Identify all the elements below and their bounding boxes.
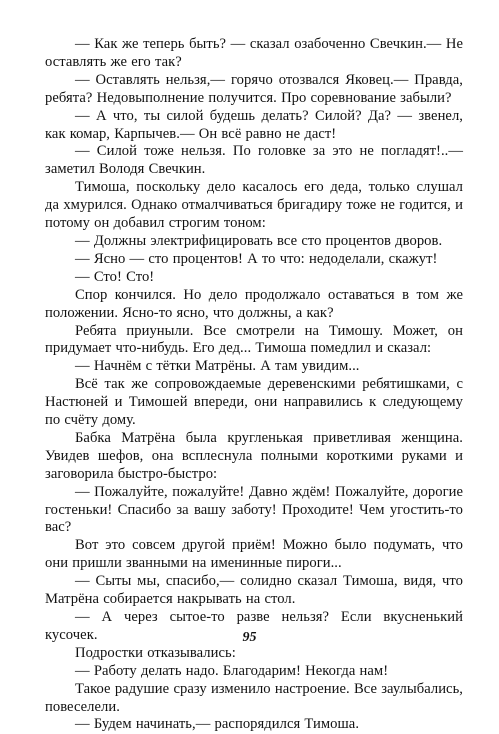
- paragraph: — А через сытое-то разве нельзя? Если вкусненький кусочек.: [45, 609, 463, 643]
- paragraph: — Оставлять нельзя,— горячо отозвался Яковец.— Правда, ребята? Недовыполнение получится. Про соревнование забыли?: [45, 71, 463, 106]
- paragraph: Всё так же сопровождаемые деревенскими ребятишками, с Настюней и Тимошей впереди, они направились к следующему по счёту дому.: [45, 376, 463, 429]
- paragraph: — А что, ты силой будешь делать? Силой? Да? — звенел, как комар, Карпычев.— Он всё равно не даст!: [45, 107, 463, 142]
- paragraph: — Ясно — сто процентов! А то что: недоделали, скажут!: [75, 250, 438, 267]
- paragraph: — Сто! Сто!: [75, 268, 155, 285]
- paragraph: — Пожалуйте, пожалуйте! Давно ждём! Пожалуйте, дорогие гостеньки! Спасибо за вашу заботу! Проходите! Чем угостить-то вас?: [45, 483, 463, 536]
- paragraph: Такое радушие сразу изменило настроение. Все заулыбались, повеселели.: [45, 680, 463, 715]
- paragraph: — Работу делать надо. Благодарим! Некогда нам!: [75, 662, 389, 679]
- paragraph: Спор кончился. Но дело продолжало оставаться в том же положении. Ясно-то ясно, что должны, а как?: [45, 286, 463, 321]
- paragraph: — Должны электрифицировать все сто процентов дворов.: [75, 232, 443, 249]
- paragraph: Подростки отказывались:: [75, 644, 236, 661]
- paragraph: Тимоша, поскольку дело касалось его деда, только слушал да хмурился. Однако отмалчиваться бригадиру тоже не годится, и потому он добавил строгим тоном:: [45, 179, 463, 232]
- paragraph: Вот это совсем другой приём! Можно было подумать, что они пришли званными на именинные пироги...: [45, 537, 463, 572]
- page-number: 95: [242, 630, 257, 645]
- paragraph: — Начнём с тётки Матрёны. А там увидим...: [75, 358, 360, 375]
- paragraph: — Силой тоже нельзя. По головке за это не погладят!..— заметил Володя Свечкин.: [45, 143, 463, 178]
- paragraph: — Сыты мы, спасибо,— солидно сказал Тимоша, видя, что Матрёна собирается накрывать на стол.: [45, 573, 463, 608]
- paragraph: — Как же теперь быть? — сказал озабоченно Свечкин.— Не оставлять же его так?: [45, 36, 463, 70]
- paragraph: — Будем начинать,— распорядился Тимоша.: [75, 716, 360, 733]
- paragraph: Ребята приуныли. Все смотрели на Тимошу. Может, он придумает что-нибудь. Его дед... Тимоша помедлил и сказал:: [45, 322, 463, 357]
- paragraph: Бабка Матрёна была кругленькая приветливая женщина. Увидев шефов, она всплеснула полными короткими руками и заговорила быстро-быстро:: [45, 429, 463, 482]
